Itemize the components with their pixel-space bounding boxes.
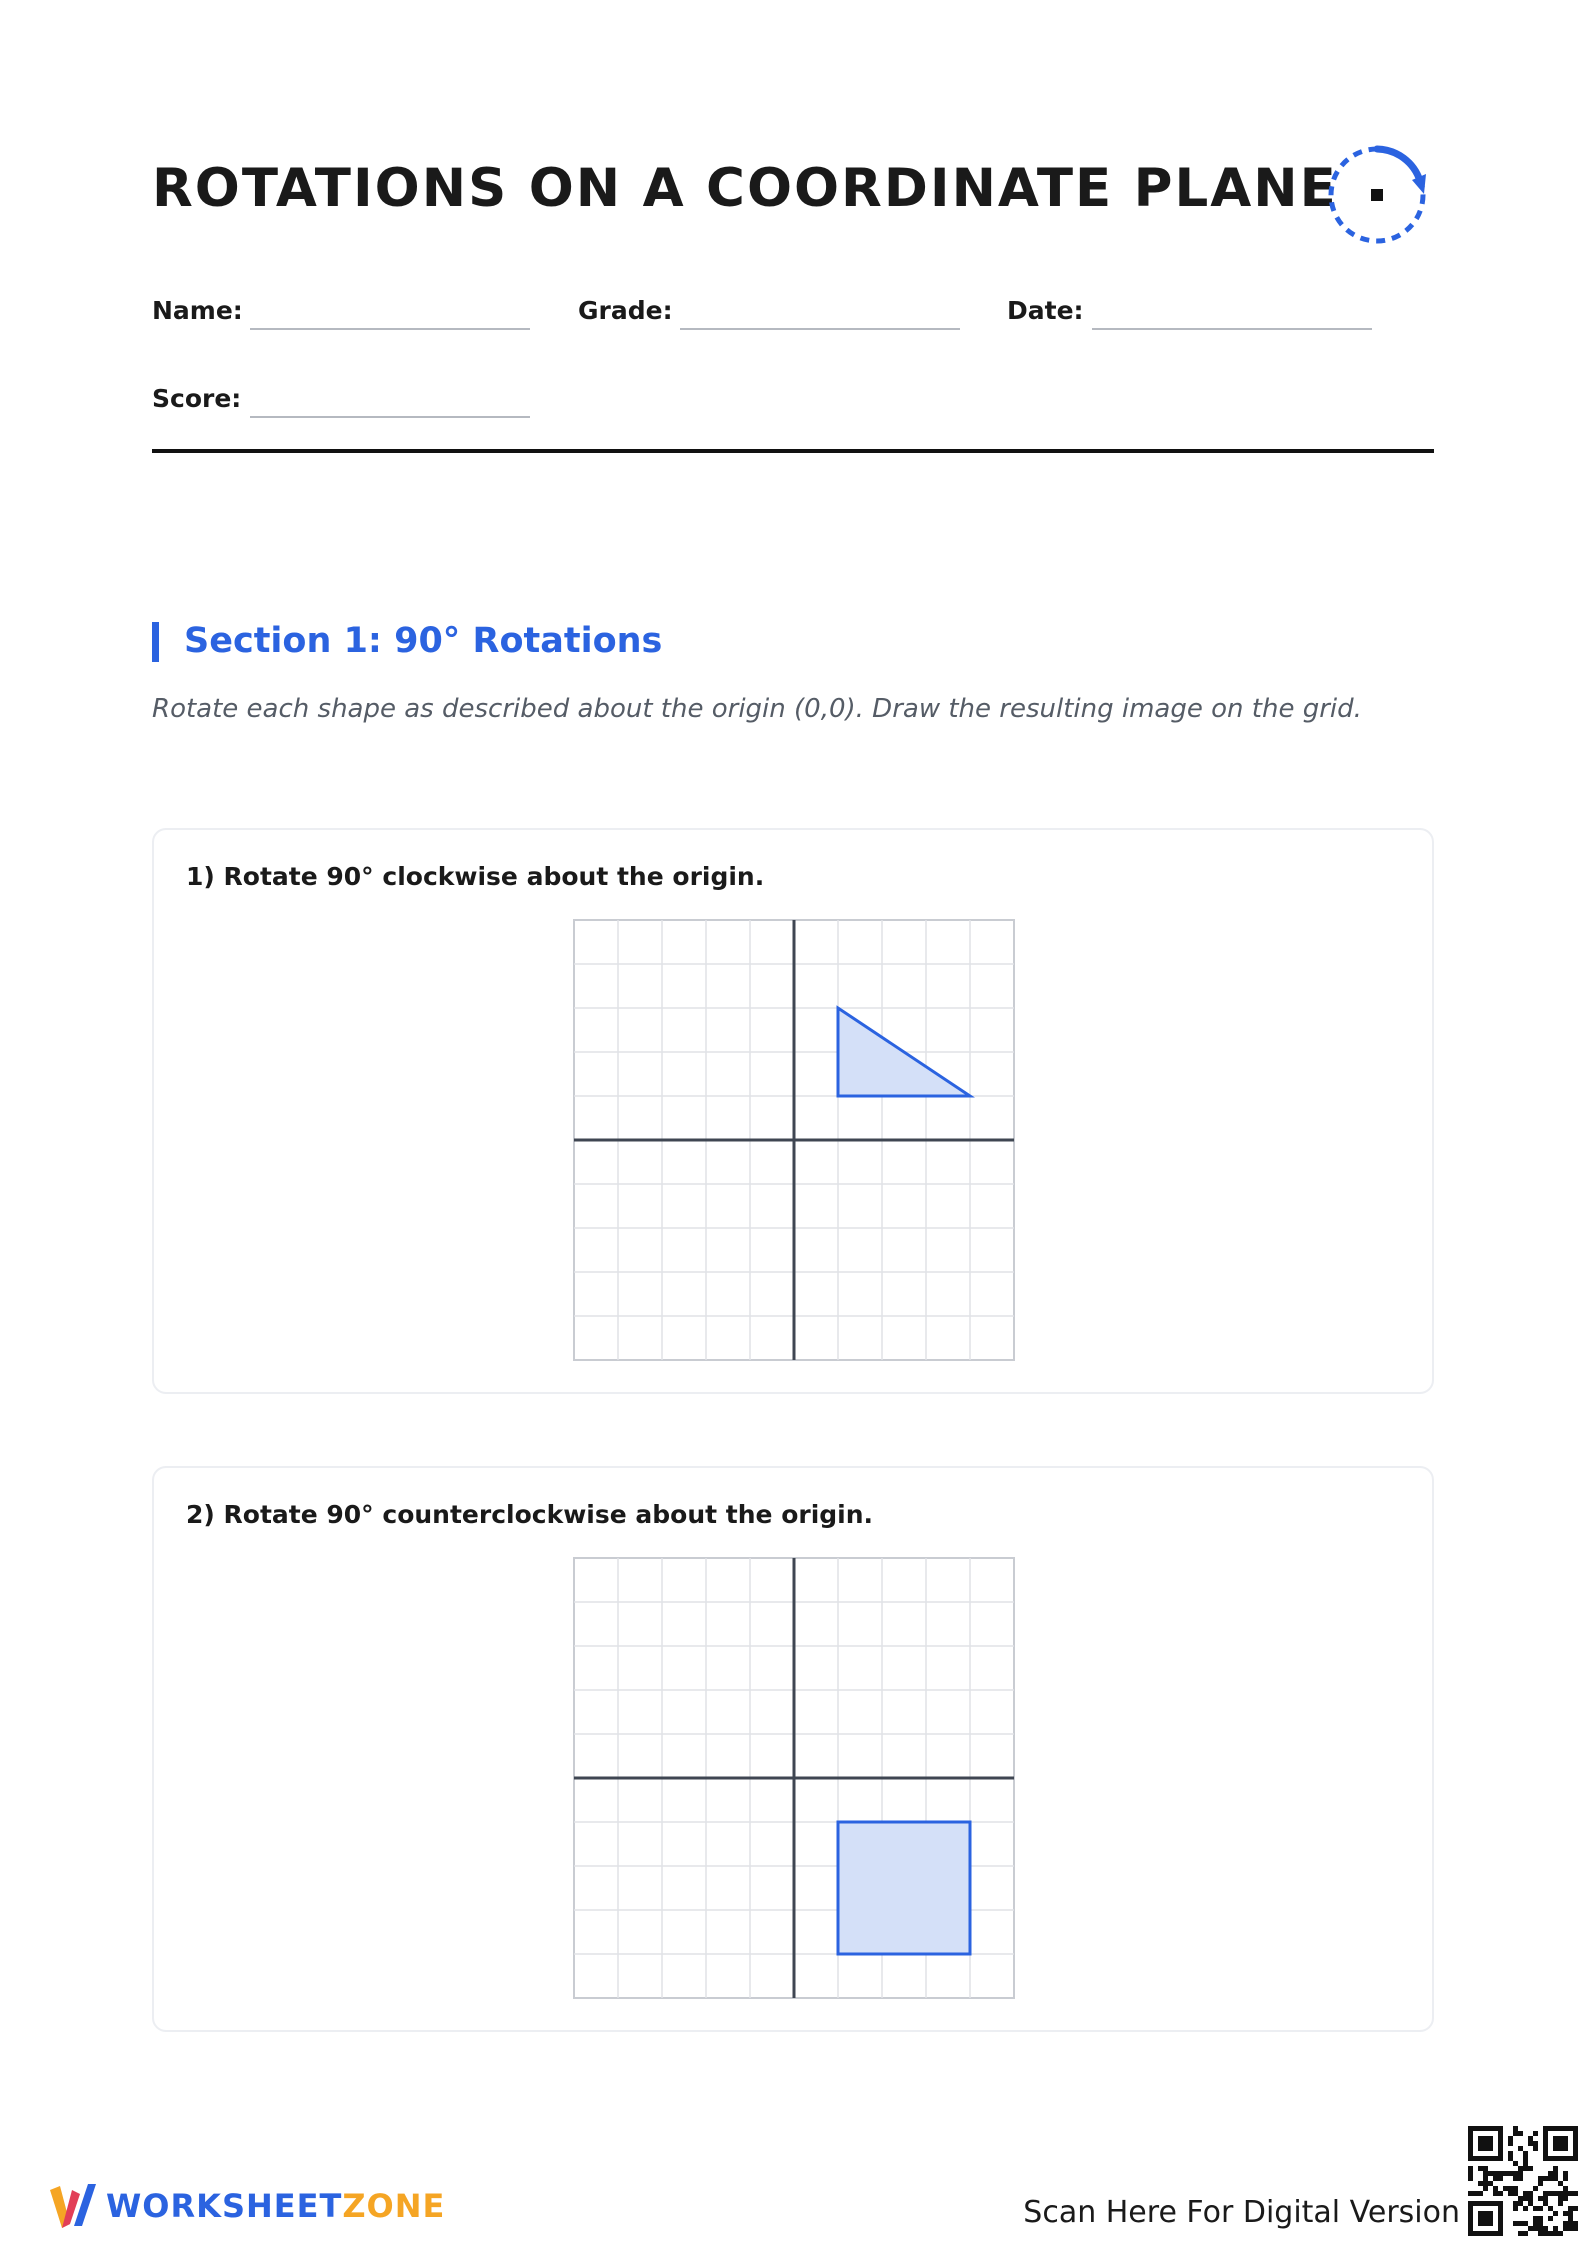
scan-instruction: Scan Here For Digital Version: [1023, 2195, 1460, 2230]
qr-module: [1558, 2196, 1563, 2201]
qr-module: [1543, 2191, 1548, 2196]
qr-module: [1543, 2201, 1548, 2206]
coordinate-grid-1[interactable]: [574, 920, 1014, 1360]
qr-module: [1548, 2171, 1553, 2176]
qr-module: [1533, 2221, 1538, 2226]
qr-module: [1498, 2171, 1503, 2176]
qr-module: [1548, 2206, 1553, 2211]
qr-module: [1538, 2181, 1543, 2186]
name-label: Name:: [152, 296, 243, 325]
qr-module: [1558, 2191, 1563, 2196]
qr-module: [1563, 2211, 1568, 2216]
qr-module: [1568, 2221, 1573, 2226]
qr-module: [1508, 2156, 1513, 2161]
qr-module: [1503, 2186, 1508, 2191]
qr-module: [1468, 2176, 1473, 2181]
qr-module: [1548, 2216, 1553, 2221]
brand-name: [106, 2187, 446, 2225]
qr-module: [1493, 2171, 1498, 2176]
qr-module: [1533, 2146, 1538, 2151]
name-field[interactable]: [250, 328, 530, 330]
qr-module: [1528, 2196, 1533, 2201]
qr-module: [1508, 2151, 1513, 2156]
rotation-arrow-icon: [1318, 136, 1436, 254]
qr-module: [1518, 2166, 1523, 2171]
qr-module: [1538, 2231, 1543, 2236]
qr-module: [1568, 2191, 1573, 2196]
qr-module: [1473, 2191, 1478, 2196]
qr-module: [1573, 2226, 1578, 2231]
qr-module: [1488, 2171, 1493, 2176]
qr-module: [1553, 2171, 1558, 2176]
qr-module: [1523, 2206, 1528, 2211]
qr-module: [1528, 2166, 1533, 2171]
qr-module: [1558, 2181, 1563, 2186]
qr-module: [1568, 2211, 1573, 2216]
qr-module: [1563, 2196, 1568, 2201]
grade-field[interactable]: [680, 328, 960, 330]
qr-module: [1513, 2131, 1518, 2136]
qr-module: [1523, 2191, 1528, 2196]
qr-module: [1528, 2136, 1533, 2141]
qr-module: [1533, 2131, 1538, 2136]
qr-module: [1518, 2196, 1523, 2201]
qr-module: [1518, 2131, 1523, 2136]
qr-module: [1483, 2171, 1488, 2176]
qr-module: [1493, 2176, 1498, 2181]
qr-module: [1508, 2171, 1513, 2176]
date-field[interactable]: [1092, 328, 1372, 330]
qr-module: [1538, 2226, 1543, 2231]
section-title: Section 1: 90° Rotations: [184, 621, 663, 661]
qr-module: [1488, 2181, 1493, 2186]
qr-module: [1483, 2186, 1488, 2191]
qr-module: [1518, 2176, 1523, 2181]
qr-module: [1573, 2206, 1578, 2211]
qr-module: [1483, 2181, 1488, 2186]
qr-module: [1523, 2161, 1528, 2166]
qr-module: [1538, 2216, 1543, 2221]
qr-module: [1513, 2221, 1518, 2226]
qr-finder-core: [1478, 2136, 1493, 2151]
qr-module: [1498, 2191, 1503, 2196]
page-title: ROTATIONS ON A COORDINATE PLANE: [152, 158, 1338, 219]
qr-module: [1538, 2221, 1543, 2226]
qr-module: [1533, 2216, 1538, 2221]
qr-module: [1498, 2176, 1503, 2181]
qr-module: [1518, 2221, 1523, 2226]
qr-module: [1573, 2221, 1578, 2226]
question-card-1: [152, 828, 1434, 1394]
question-text: 1) Rotate 90° clockwise about the origin.: [186, 862, 765, 891]
qr-module: [1523, 2231, 1528, 2236]
qr-module: [1523, 2166, 1528, 2171]
qr-module: [1553, 2226, 1558, 2231]
qr-module: [1513, 2201, 1518, 2206]
qr-module: [1563, 2186, 1568, 2191]
qr-module: [1573, 2191, 1578, 2196]
qr-module: [1563, 2226, 1568, 2231]
qr-module: [1478, 2191, 1483, 2196]
score-field[interactable]: [250, 416, 530, 418]
qr-module: [1503, 2171, 1508, 2176]
brand-name-part1: WORKSHEET: [106, 2187, 343, 2225]
qr-module: [1553, 2211, 1558, 2216]
qr-module: [1563, 2221, 1568, 2226]
qr-module: [1478, 2166, 1483, 2171]
qr-module: [1523, 2221, 1528, 2226]
qr-module: [1563, 2171, 1568, 2176]
qr-module: [1508, 2191, 1513, 2196]
qr-module: [1508, 2186, 1513, 2191]
qr-module: [1548, 2191, 1553, 2196]
qr-module: [1548, 2176, 1553, 2181]
qr-module: [1558, 2201, 1563, 2206]
qr-module: [1518, 2146, 1523, 2151]
header-divider: [152, 449, 1434, 453]
qr-module: [1543, 2176, 1548, 2181]
qr-module: [1513, 2176, 1518, 2181]
qr-module: [1568, 2226, 1573, 2231]
qr-module: [1508, 2141, 1513, 2146]
qr-module: [1468, 2191, 1473, 2196]
qr-module: [1518, 2231, 1523, 2236]
qr-module: [1543, 2196, 1548, 2201]
qr-module: [1533, 2186, 1538, 2191]
qr-module: [1523, 2156, 1528, 2161]
qr-module: [1513, 2171, 1518, 2176]
qr-module: [1568, 2216, 1573, 2221]
qr-module: [1518, 2171, 1523, 2176]
qr-finder-core: [1478, 2211, 1493, 2226]
date-label: Date:: [1007, 296, 1084, 325]
qr-module: [1563, 2176, 1568, 2181]
qr-module: [1513, 2186, 1518, 2191]
question-card-2: [152, 1466, 1434, 2032]
qr-module: [1528, 2201, 1533, 2206]
worksheetzone-logo-icon: [50, 2180, 98, 2232]
qr-module: [1523, 2151, 1528, 2156]
qr-module: [1553, 2166, 1558, 2171]
section-instructions: Rotate each shape as described about the origin (0,0). Draw the resulting image on the grid.: [152, 694, 1362, 724]
qr-module: [1513, 2161, 1518, 2166]
qr-module: [1513, 2126, 1518, 2131]
qr-module: [1533, 2141, 1538, 2146]
qr-module: [1548, 2231, 1553, 2236]
qr-module: [1533, 2226, 1538, 2231]
qr-module: [1568, 2206, 1573, 2211]
qr-module: [1493, 2191, 1498, 2196]
qr-module: [1513, 2191, 1518, 2196]
qr-module: [1563, 2191, 1568, 2196]
qr-module: [1558, 2231, 1563, 2236]
qr-module: [1528, 2226, 1533, 2231]
question-text: 2) Rotate 90° counterclockwise about the origin.: [186, 1500, 874, 1529]
qr-module: [1553, 2191, 1558, 2196]
qr-module: [1538, 2196, 1543, 2201]
qr-module: [1528, 2191, 1533, 2196]
qr-module: [1508, 2136, 1513, 2141]
qr-module: [1553, 2231, 1558, 2236]
qr-module: [1483, 2176, 1488, 2181]
qr-module: [1478, 2181, 1483, 2186]
grade-label: Grade:: [578, 296, 673, 325]
qr-module: [1543, 2231, 1548, 2236]
qr-module: [1513, 2206, 1518, 2211]
brand-name-part2: ZONE: [342, 2187, 446, 2225]
qr-module: [1538, 2176, 1543, 2181]
qr-module: [1538, 2206, 1543, 2211]
qr-module: [1543, 2226, 1548, 2231]
section-accent-bar: [152, 622, 159, 662]
qr-module: [1533, 2206, 1538, 2211]
coordinate-grid-2[interactable]: [574, 1558, 1014, 1998]
qr-module: [1518, 2201, 1523, 2206]
qr-module: [1493, 2186, 1498, 2191]
qr-module: [1523, 2196, 1528, 2201]
qr-module: [1528, 2141, 1533, 2146]
qr-module: [1483, 2166, 1488, 2171]
qr-code-icon[interactable]: [1468, 2126, 1578, 2236]
square-shape: [838, 1822, 970, 1954]
qr-module: [1468, 2171, 1473, 2176]
qr-finder-core: [1553, 2136, 1568, 2151]
qr-module: [1553, 2176, 1558, 2181]
score-label: Score:: [152, 384, 242, 413]
qr-module: [1468, 2166, 1473, 2171]
